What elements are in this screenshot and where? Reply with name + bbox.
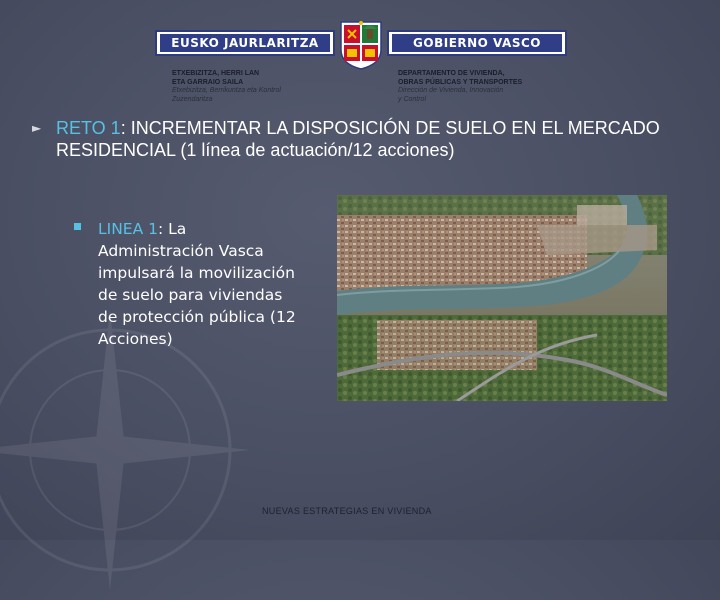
dept-right-line1: DEPARTAMENTO DE VIVIENDA, (398, 70, 505, 77)
logo-right-box (387, 30, 567, 56)
linea-text-block (98, 218, 298, 350)
triangle-bullet-icon: ► (32, 121, 42, 135)
linea-text: : La Administración Vasca impulsará la movilización de suelo para viviendas de protección pública (12 Acciones) (98, 220, 296, 348)
government-logo (155, 20, 567, 70)
basque-coat-of-arms-icon (338, 20, 384, 70)
logo-right-text: GOBIERNO VASCO (392, 34, 562, 52)
aerial-city-river-photo (337, 195, 667, 401)
dept-right-line2: OBRAS PÚBLICAS Y TRANSPORTES (398, 78, 523, 86)
dept-left-line1: ETXEBIZITZA, HERRI LAN (172, 70, 260, 77)
dept-right-line4: y Control (398, 95, 427, 103)
logo-left-text: EUSKO JAURLARITZA (160, 34, 330, 52)
footer-text: NUEVAS ESTRATEGIAS EN VIVIENDA (262, 506, 432, 516)
reto-text: : INCREMENTAR LA DISPOSICIÓN DE SUELO EN EL MERCADO RESIDENCIAL (1 línea de actuación/12 acciones) (56, 118, 660, 160)
dept-left-line3: Etxebizitza, Berrikuntza eta Kontrol (172, 87, 281, 94)
logo-left-box (155, 30, 335, 56)
reto-heading (56, 117, 706, 161)
dept-left-line4: Zuzendaritza (172, 95, 213, 103)
square-bullet-icon (74, 223, 81, 230)
dept-left-line2: ETA GARRAIO SAILA (172, 78, 244, 86)
department-right (398, 70, 522, 104)
dept-right-line3: Dirección de Vivienda, Innovación (398, 87, 504, 94)
reto-label: RETO 1 (56, 118, 121, 138)
department-left (172, 70, 281, 104)
linea-label: LINEA 1 (98, 220, 158, 238)
